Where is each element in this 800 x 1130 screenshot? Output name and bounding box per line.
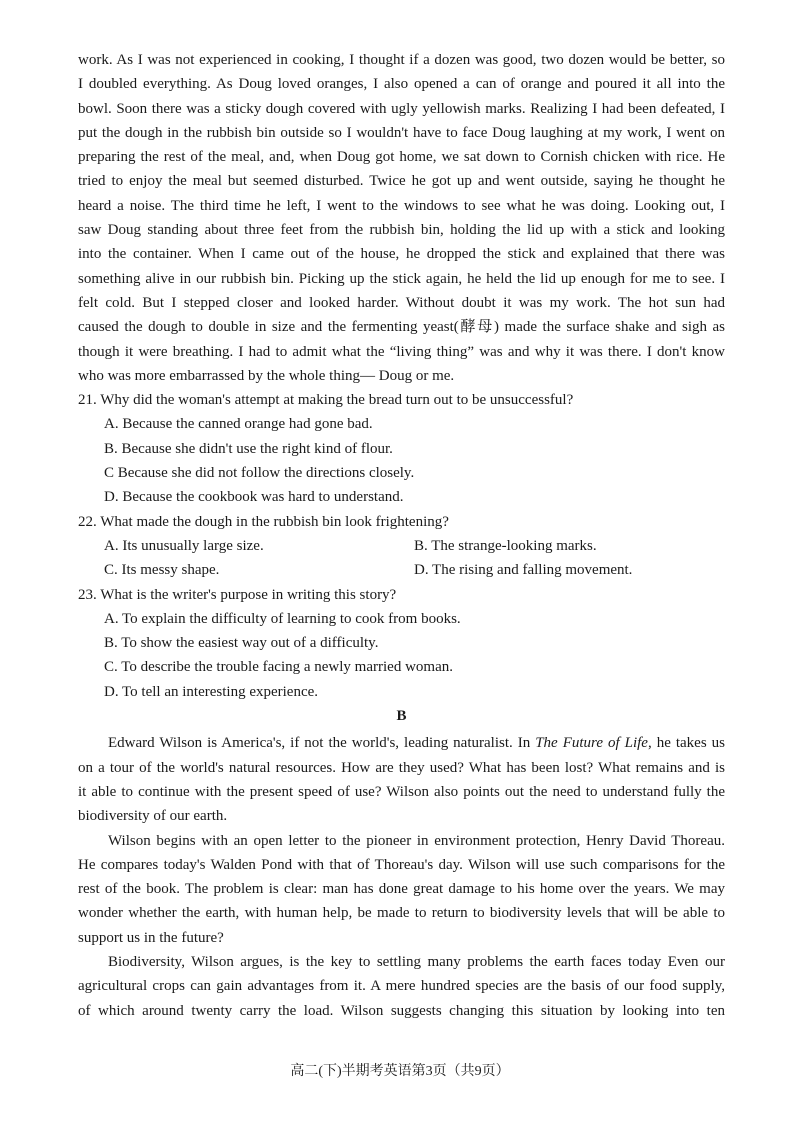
- text-line: Biodiversity, Wilson argues, is the key to settling many problems the earth faces today Even our: [108, 953, 725, 970]
- option-a: A. Its unusually large size.: [104, 537, 264, 554]
- option-a: A. Because the canned orange had gone bad.: [104, 416, 373, 433]
- page-content: [78, 48, 725, 1023]
- passage-b: [78, 704, 725, 1023]
- question-stem: 21. Why did the woman's attempt at making the bread turn out to be unsuccessful?: [78, 392, 574, 409]
- text-line: something alive in our rubbish bin. Picking up the stick again, he held the lid up enough for me to see. I: [78, 270, 725, 287]
- text-line: He compares today's Walden Pond with that of Thoreau's day. Wilson will use such comparisons for the: [78, 856, 725, 873]
- option-d: D. Because the cookbook was hard to understand.: [104, 489, 404, 506]
- book-title: The Future of Life: [535, 735, 648, 752]
- text-line: preparing the rest of the meal, and, when Doug got home, we sat down to Cornish chicken with rice. He: [78, 149, 725, 166]
- text-line: bowl. Soon there was a sticky dough covered with ugly yellowish marks. Realizing I had been defeated, I: [78, 100, 725, 117]
- section-heading: B: [396, 708, 407, 725]
- option-d: D. The rising and falling movement.: [414, 562, 633, 579]
- option-c: C Because she did not follow the directions closely.: [104, 465, 415, 482]
- text-line: who was more embarrassed by the whole thing— Doug or me.: [78, 367, 455, 384]
- text-line: saw Doug standing about three feet from the rubbish bin, holding the lid up with a stick and looking: [78, 222, 725, 239]
- text-line: work. As I was not experienced in cooking, I thought if a dozen was good, two dozen would be better, so: [78, 52, 725, 68]
- text-line: of which around twenty carry the load. Wilson suggests changing this situation by looking into ten: [78, 1002, 725, 1019]
- option-b: B. The strange-looking marks.: [414, 537, 597, 554]
- text-line: heard a noise. The third time he left, I went to the windows to see what he was doing. Looking out, I: [78, 197, 725, 214]
- text-line: felt cold. But I stepped closer and looked harder. Without doubt it was my work. The hot sun had: [78, 294, 725, 311]
- page-footer: 高二(下)半期考英语第3页（共9页）: [290, 1064, 510, 1079]
- option-b: B. Because she didn't use the right kind of flour.: [104, 440, 393, 457]
- text-line: it able to continue with the present speed of use? Wilson also points out the need to understand fully the: [78, 783, 725, 800]
- text-line: wonder whether the earth, with human help, be made to return to biodiversity levels that will be able to: [78, 905, 725, 922]
- text-line: on a tour of the world's natural resources. How are they used? What has been lost? What remains and is: [78, 759, 725, 776]
- text-line: biodiversity of our earth.: [78, 808, 228, 825]
- question-stem: 22. What made the dough in the rubbish bin look frightening?: [78, 513, 449, 530]
- text-line: support us in the future?: [78, 929, 224, 946]
- text: Edward Wilson is America's, if not the world's, leading naturalist. In: [108, 735, 536, 752]
- question-stem: 23. What is the writer's purpose in writing this story?: [78, 586, 397, 603]
- text-line: rest of the book. The problem is clear: man has done great damage to his home over the years. We may: [78, 881, 725, 898]
- passage-a: [78, 48, 725, 388]
- text-line: caused the dough to double in size and the fermenting yeast(酵母) made the surface shake and sigh as: [78, 319, 725, 336]
- option-c: C. Its messy shape.: [104, 562, 220, 579]
- option-c: C. To describe the trouble facing a newly married woman.: [104, 659, 453, 676]
- text-line: into the container. When I came out of the house, he dropped the stick and explained that there was: [78, 246, 725, 263]
- text-line: though it were breathing. I had to admit what the “living thing” was and why it was there. I don't know: [78, 343, 725, 360]
- text: , he takes us: [647, 735, 725, 752]
- option-d: D. To tell an interesting experience.: [104, 683, 319, 700]
- question-23: [78, 583, 725, 704]
- question-21: [78, 388, 725, 509]
- text-line: put the dough in the rubbish bin outside so I wouldn't have to face Doug laughing at my work, I went on: [78, 124, 725, 141]
- text-line: agricultural crops can gain advantages from it. A mere hundred species are the basis of our food supply,: [78, 978, 725, 995]
- option-a: A. To explain the difficulty of learning to cook from books.: [104, 610, 461, 627]
- text-line: Wilson begins with an open letter to the pioneer in environment protection, Henry David Thoreau.: [108, 832, 725, 849]
- text-line: I doubled everything. As Doug loved oranges, I also opened a can of orange and poured it all into the: [78, 76, 725, 93]
- question-22: [78, 510, 725, 583]
- text-line: [78, 731, 725, 755]
- text-line: tried to enjoy the meal but seemed disturbed. Twice he got up and went outside, saying he thought he: [78, 173, 725, 190]
- option-b: B. To show the easiest way out of a difficulty.: [104, 635, 379, 652]
